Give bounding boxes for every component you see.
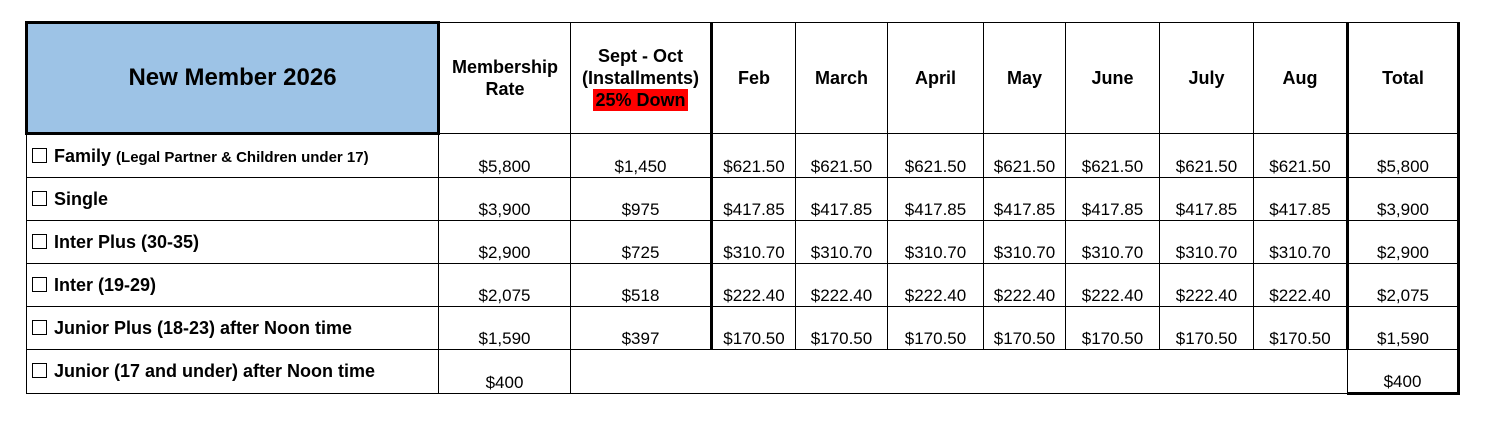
membership-checkbox[interactable]	[32, 234, 47, 249]
cell-aug: $222.40	[1254, 264, 1348, 307]
empty-installment-cells	[571, 350, 1348, 394]
cell-rate: $5,800	[439, 134, 571, 178]
cell-feb: $310.70	[712, 221, 796, 264]
cell-total: $2,900	[1348, 221, 1459, 264]
row-label: Inter (19-29)	[54, 274, 157, 295]
cell-down: $518	[571, 264, 712, 307]
cell-total: $1,590	[1348, 307, 1459, 350]
cell-may: $170.50	[984, 307, 1066, 350]
membership-checkbox[interactable]	[32, 148, 47, 163]
cell-rate: $2,900	[439, 221, 571, 264]
cell-april: $222.40	[888, 264, 984, 307]
table-row	[27, 221, 1459, 264]
cell-down: $975	[571, 178, 712, 221]
cell-june: $417.85	[1066, 178, 1160, 221]
membership-checkbox[interactable]	[32, 277, 47, 292]
header-membership-rate: Membership Rate	[439, 23, 571, 134]
cell-april: $621.50	[888, 134, 984, 178]
row-label: Family	[54, 145, 112, 166]
row-label-inter	[27, 264, 439, 307]
header-aug: Aug	[1254, 23, 1348, 134]
header-may: May	[984, 23, 1066, 134]
membership-rates-table	[25, 21, 1460, 395]
cell-march: $222.40	[796, 264, 888, 307]
cell-rate: $400	[439, 350, 571, 394]
row-label-junior-plus	[27, 307, 439, 350]
cell-april: $170.50	[888, 307, 984, 350]
header-total: Total	[1348, 23, 1459, 134]
header-march: March	[796, 23, 888, 134]
header-installments	[571, 23, 712, 134]
cell-feb: $222.40	[712, 264, 796, 307]
row-label-family	[27, 134, 439, 178]
header-installments-line1: Sept - Oct	[597, 46, 683, 66]
cell-june: $170.50	[1066, 307, 1160, 350]
cell-march: $417.85	[796, 178, 888, 221]
cell-june: $621.50	[1066, 134, 1160, 178]
cell-april: $310.70	[888, 221, 984, 264]
cell-down: $1,450	[571, 134, 712, 178]
cell-july: $417.85	[1160, 178, 1254, 221]
cell-march: $170.50	[796, 307, 888, 350]
table-row	[27, 134, 1459, 178]
cell-feb: $621.50	[712, 134, 796, 178]
cell-may: $417.85	[984, 178, 1066, 221]
row-label-note: (Legal Partner & Children under 17)	[116, 148, 369, 166]
cell-june: $310.70	[1066, 221, 1160, 264]
header-april: April	[888, 23, 984, 134]
header-june: June	[1066, 23, 1160, 134]
table-row	[27, 178, 1459, 221]
cell-feb: $417.85	[712, 178, 796, 221]
table-row	[27, 350, 1459, 394]
cell-down: $397	[571, 307, 712, 350]
cell-rate: $3,900	[439, 178, 571, 221]
cell-total: $3,900	[1348, 178, 1459, 221]
cell-feb: $170.50	[712, 307, 796, 350]
cell-total: $5,800	[1348, 134, 1459, 178]
cell-total: $2,075	[1348, 264, 1459, 307]
cell-rate: $1,590	[439, 307, 571, 350]
cell-aug: $170.50	[1254, 307, 1348, 350]
row-label: Junior (17 and under) after Noon time	[54, 361, 376, 381]
header-july: July	[1160, 23, 1254, 134]
row-label: Inter Plus (30-35)	[54, 231, 200, 252]
cell-july: $310.70	[1160, 221, 1254, 264]
cell-may: $310.70	[984, 221, 1066, 264]
cell-rate: $2,075	[439, 264, 571, 307]
cell-aug: $417.85	[1254, 178, 1348, 221]
cell-aug: $310.70	[1254, 221, 1348, 264]
membership-checkbox[interactable]	[32, 320, 47, 335]
cell-july: $170.50	[1160, 307, 1254, 350]
cell-total: $400	[1348, 350, 1459, 394]
cell-april: $417.85	[888, 178, 984, 221]
header-row	[27, 23, 1459, 134]
cell-down: $725	[571, 221, 712, 264]
down-payment-badge: 25% Down	[595, 90, 686, 110]
table-title: New Member 2026	[27, 23, 439, 134]
membership-checkbox[interactable]	[32, 363, 47, 378]
cell-july: $621.50	[1160, 134, 1254, 178]
cell-may: $621.50	[984, 134, 1066, 178]
cell-march: $621.50	[796, 134, 888, 178]
table-row	[27, 264, 1459, 307]
row-label: Single	[54, 188, 109, 209]
cell-july: $222.40	[1160, 264, 1254, 307]
header-installments-line2: (Installments)	[581, 68, 700, 88]
cell-june: $222.40	[1066, 264, 1160, 307]
cell-aug: $621.50	[1254, 134, 1348, 178]
row-label: Junior Plus (18-23) after Noon time	[54, 317, 353, 338]
row-label-inter-plus	[27, 221, 439, 264]
row-label-single	[27, 178, 439, 221]
row-label-junior	[27, 350, 439, 394]
table-row	[27, 307, 1459, 350]
cell-march: $310.70	[796, 221, 888, 264]
cell-may: $222.40	[984, 264, 1066, 307]
membership-checkbox[interactable]	[32, 191, 47, 206]
header-feb: Feb	[712, 23, 796, 134]
